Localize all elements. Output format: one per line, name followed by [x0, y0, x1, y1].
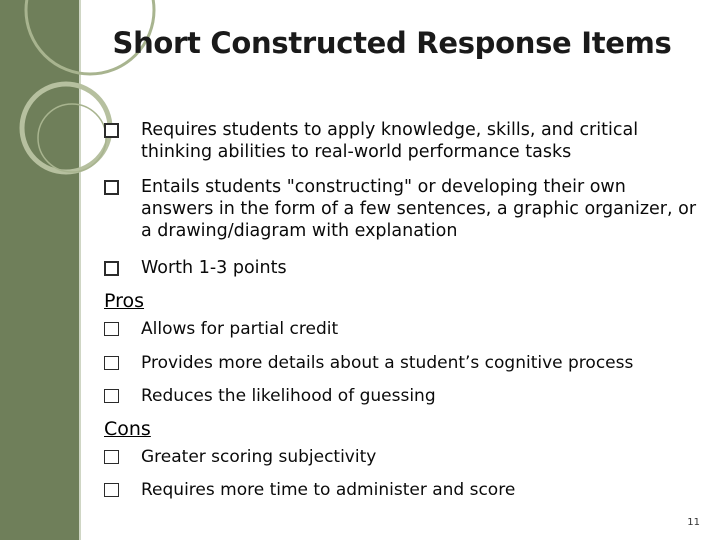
pros-heading: Pros: [104, 290, 145, 312]
cons-item-text: Requires more time to administer and score: [141, 480, 516, 500]
checkbox-bullet-icon: [104, 180, 119, 195]
slide-title: Short Constructed Response Items: [112, 26, 672, 60]
checkbox-bullet-icon: [104, 123, 119, 138]
main-bullet-text: Requires students to apply knowledge, skills, and critical thinking abilities to real-world performance tasks: [141, 120, 639, 162]
checkbox-bullet-icon: [104, 450, 119, 464]
main-bullet-text: Entails students "constructing" or developing their own answers in the form of a few sentences, a graphic organizer, or a drawing/diagram with explanation: [141, 177, 697, 241]
checkbox-bullet-icon: [104, 322, 119, 336]
checkbox-bullet-icon: [104, 483, 119, 497]
cons-item-text: Greater scoring subjectivity: [141, 447, 377, 467]
checkbox-bullet-icon: [104, 356, 119, 370]
checkbox-bullet-icon: [104, 261, 119, 276]
pros-item-text: Provides more details about a student’s cognitive process: [141, 353, 634, 373]
pros-item-text: Allows for partial credit: [141, 319, 339, 339]
checkbox-bullet-icon: [104, 389, 119, 403]
page-number: 11: [687, 517, 700, 528]
cons-heading: Cons: [104, 418, 151, 440]
pros-item-text: Reduces the likelihood of guessing: [141, 386, 436, 406]
main-bullet-text: Worth 1-3 points: [141, 258, 287, 278]
